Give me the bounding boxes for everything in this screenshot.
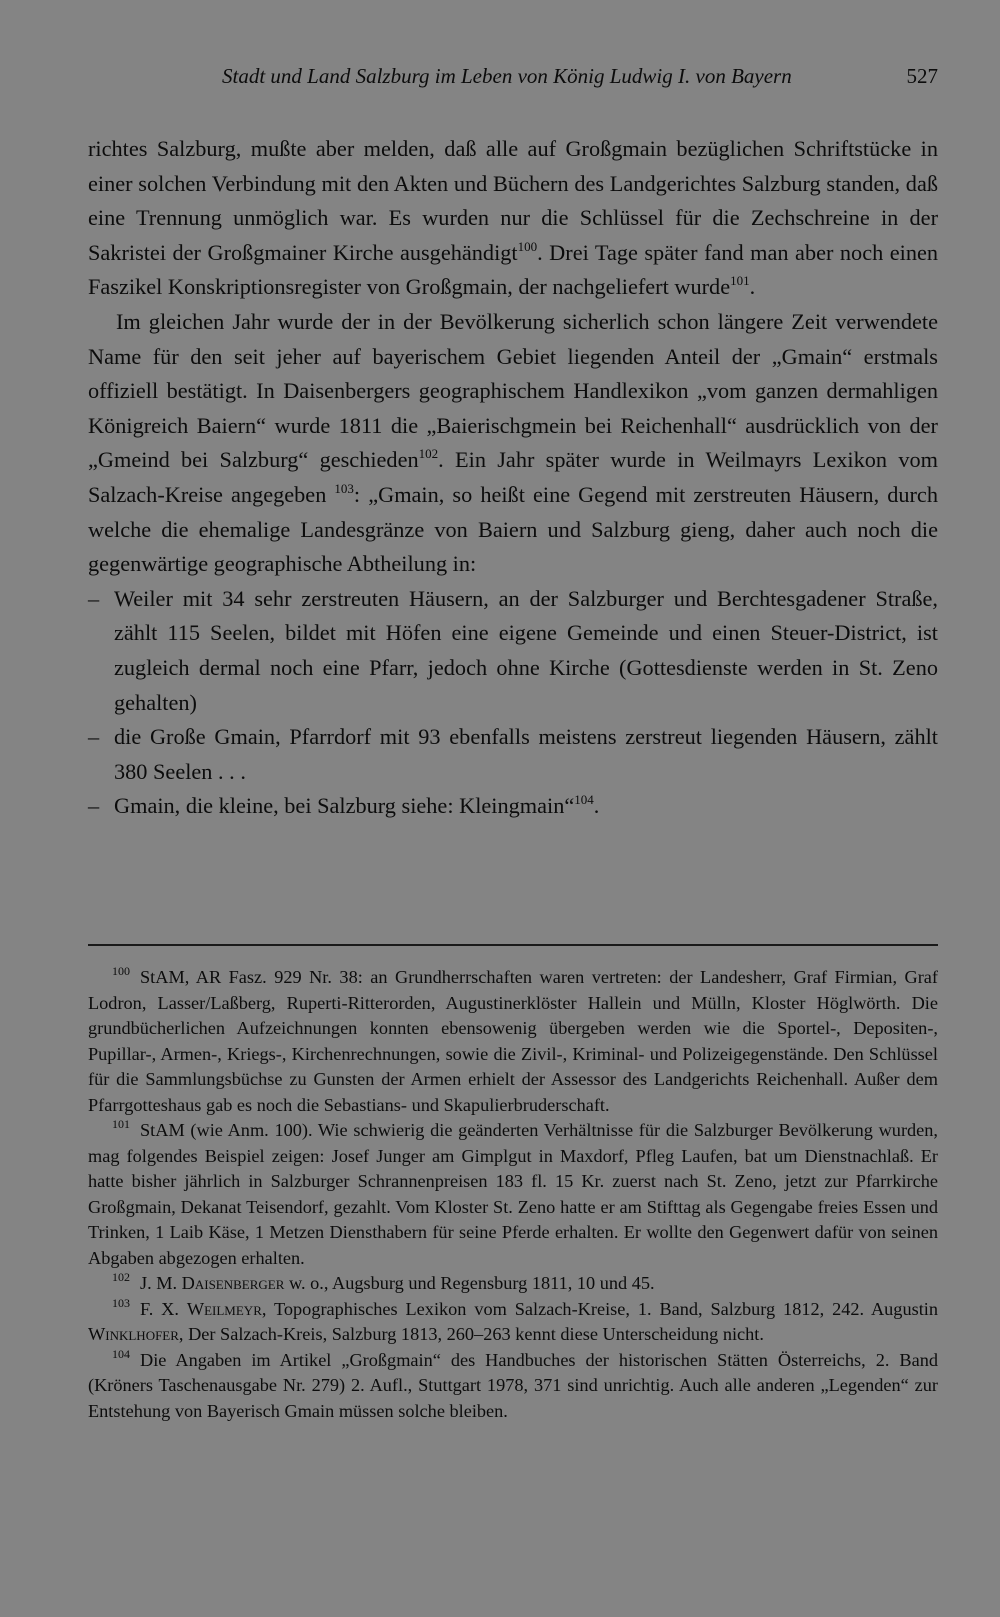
main-text <box>88 132 938 824</box>
footnote-ref-102: 102 <box>418 446 439 462</box>
footnote-text: StAM (wie Anm. 100). Wie schwierig die geänderten Verhältnisse für die Salzburger Bevölkerung wurden, mag folgendes Beispiel zeigen: Josef Junger am Gimplgut in Maxdorf, Pfleg Laufen, bat um Dienstnachlaß. Er hatte bisher jährlich in Salzburger Schrannenpreisen 183 fl. 15 Kr. zuerst nach St. Zeno, jetzt zur Pfarrkirche Großgmain, Dekanat Teisendorf, gezahlt. Vom Kloster St. Zeno hatte er am Stifttag als Gegengabe freies Essen und Trinken, 1 Laib Käse, 1 Metzen Diensthabern für seine Pferde erhalten. Er wollte den Gegenwert dafür von seinen Abgaben abgezogen erhalten. <box>88 1120 938 1268</box>
paragraph-2 <box>88 305 938 582</box>
running-title: Stadt und Land Salzburg im Leben von König Ludwig I. von Bayern <box>222 64 792 88</box>
paragraph-1-part-a: richtes Salzburg, mußte aber melden, daß alle auf Großgmain bezüglichen Schriftstücke in einer solchen Verbindung mit den Akten und Büchern des Landgerichtes Salzburg standen, daß eine Trennung unmöglich war. Es wurden nur die Schlüssel für die Zechschreine in der Sakristei der Großgmainer Kirche ausgehändigt <box>88 136 938 265</box>
footnotes <box>88 965 938 1424</box>
footnote-text: Die Angaben im Artikel „Großgmain“ des Handbuches der historischen Stätten Österreichs, 2. Band (Kröners Taschenausgabe Nr. 279) 2. Aufl., Stuttgart 1978, 371 sind unrichtig. Auch alle anderen „Legenden“ zur Entstehung von Bayerisch Gmain müssen solche bleiben. <box>88 1349 938 1421</box>
footnote-author-2: Winklhofer <box>88 1324 179 1344</box>
footnote-prefix: F. X. <box>140 1298 187 1319</box>
paragraph-1 <box>88 132 938 305</box>
dash-marker: – <box>88 793 100 819</box>
footnote-number: 100 <box>112 964 130 978</box>
list-item-text: die Große Gmain, Pfarrdorf mit 93 ebenfalls meistens zerstreut liegenden Häusern, zählt 380 Seelen . . . <box>114 724 938 784</box>
footnote-text: StAM, AR Fasz. 929 Nr. 38: an Grundherrschaften waren vertreten: der Landesherr, Graf Firmian, Graf Lodron, Lasser/Laßberg, Ruperti-Ritterorden, Augustinerklöster Hallein und Mülln, Kloster Höglwörth. Die grundbücherlichen Aufzeichnungen konnten ebensowenig übergeben werden wie die Sportel-, Depositen-, Pupillar-, Armen-, Kriegs-, Kirchenrechnungen, sowie die Zivil-, Kriminal- und Polizeigegenstände. Den Schlüssel für die Sammlungsbüchse zu Gunsten der Armen erhielt der Assessor des Landgerichts Reichenhall. Außer dem Pfarrgotteshaus gab es noch die Sebastians- und Skapulierbruderschaft. <box>88 967 938 1115</box>
footnote-number: 104 <box>112 1346 130 1361</box>
dash-list <box>88 582 938 824</box>
paragraph-2-part-c: : „Gmain, so heißt eine Gegend mit zerstreuten Häusern, durch welche die ehemalige Landesgränze von Baiern und Salzburg gieng, daher auch noch die gegenwärtige geographische Abtheilung in: <box>88 481 938 577</box>
footnote-ref-103: 103 <box>334 480 354 496</box>
dash-marker: – <box>88 724 100 750</box>
footnote-text: w. o., Augsburg und Regensburg 1811, 10 und 45. <box>284 1273 655 1293</box>
running-header <box>88 64 938 98</box>
footnote-102 <box>88 1271 938 1297</box>
paragraph-1-part-b: . Drei Tage später fand man aber noch einen Faszikel Konskriptionsregister von Großgmain, der nachgeliefert wurde <box>88 239 939 300</box>
dash-marker: – <box>88 585 100 611</box>
footnote-100 <box>88 965 938 1118</box>
footnote-101 <box>88 1118 938 1271</box>
list-item <box>88 789 938 824</box>
footnote-separator <box>88 944 938 946</box>
list-item-tail: . <box>593 793 600 819</box>
footnote-author: Weilmeyr <box>186 1298 262 1319</box>
footnote-prefix: J. M. <box>140 1273 182 1293</box>
footnote-ref-104: 104 <box>574 792 594 808</box>
paragraph-2-part-b: . Ein Jahr später wurde in Weilmayrs Lexikon vom Salzach-Kreise angegeben <box>88 447 938 507</box>
paragraph-2-part-a: Im gleichen Jahr wurde der in der Bevölkerung sicherlich schon längere Zeit verwendete Name für den seit jeher auf bayerischem Gebiet liegenden Anteil der „Gmain“ erstmals offiziell bestätigt. In Daisenbergers geographischem Handlexikon „vom ganzen dermahligen Königreich Baiern“ wurde 1811 die „Baierischgmein bei Reichenhall“ ausdrücklich von der „Gmeind bei Salzburg“ geschieden <box>88 308 938 473</box>
page-number: 527 <box>906 64 938 88</box>
footnote-ref-101: 101 <box>730 273 750 289</box>
footnote-text-2: , Der Salzach-Kreis, Salzburg 1813, 260–263 kennt diese Unterscheidung nicht. <box>178 1324 764 1344</box>
footnote-author: Daisenberger <box>181 1273 285 1293</box>
list-item <box>88 582 938 720</box>
footnote-number: 101 <box>112 1117 130 1131</box>
footnote-number: 102 <box>112 1270 130 1284</box>
footnote-103 <box>88 1297 938 1348</box>
footnote-number: 103 <box>112 1295 130 1310</box>
list-item <box>88 720 938 789</box>
footnote-104 <box>88 1348 938 1425</box>
footnote-text: , Topographisches Lexikon vom Salzach-Kreise, 1. Band, Salzburg 1812, 242. Augustin <box>261 1298 938 1319</box>
list-item-text: Weiler mit 34 sehr zerstreuten Häusern, an der Salzburger und Berchtesgadener Straße, zählt 115 Seelen, bildet mit Höfen eine eigene Gemeinde und einen Steuer-District, ist zugleich dermal noch eine Pfarr, jedoch ohne Kirche (Gottesdienste werden in St. Zeno gehalten) <box>114 585 938 715</box>
paragraph-1-part-c: . <box>749 274 756 300</box>
footnote-ref-100: 100 <box>517 238 538 254</box>
list-item-text: Gmain, die kleine, bei Salzburg siehe: Kleingmain“ <box>114 793 575 819</box>
